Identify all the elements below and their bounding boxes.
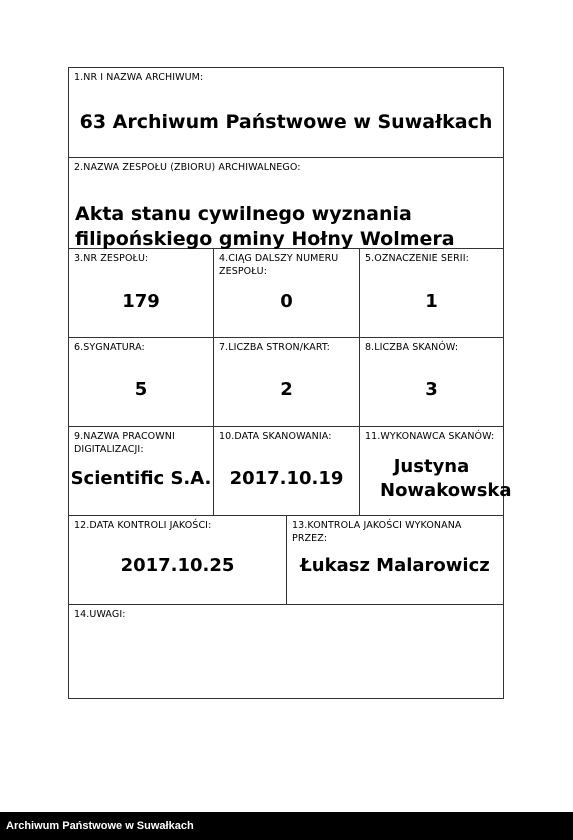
row-quality-control <box>69 516 503 605</box>
archive-label: 1.NR I NAZWA ARCHIWUM: <box>74 72 204 83</box>
lab-value: Scientific S.A. <box>70 468 212 489</box>
row-fonds-number <box>69 249 503 338</box>
scans-label: 8.LICZBA SKANÓW: <box>365 342 459 353</box>
cell-lab <box>69 427 214 515</box>
lab-label: 9.NAZWA PRACOWNI DIGITALIZACJI: <box>74 431 175 455</box>
qc-by-value: Łukasz Malarowicz <box>300 555 490 576</box>
cell-scanner <box>360 427 512 515</box>
footer-archive-name: Archiwum Państwowe w Suwałkach <box>6 820 194 832</box>
pages-value: 2 <box>280 379 293 400</box>
qc-by-label: 13.KONTROLA JAKOŚCI WYKONANA PRZEZ: <box>292 520 462 544</box>
scanner-label: 11.WYKONAWCA SKANÓW: <box>365 431 495 442</box>
fonds-name-value: Akta stanu cywilnego wyznania filipońskiego gminy Hołny Wolmera <box>75 203 455 250</box>
row-signature <box>69 338 503 427</box>
cell-scans <box>360 338 503 426</box>
series-label: 5.OZNACZENIE SERII: <box>365 253 469 264</box>
cell-series <box>360 249 503 337</box>
row-archive <box>69 68 503 158</box>
row-fonds-name <box>69 158 503 249</box>
cell-continuation <box>214 249 360 337</box>
series-value: 1 <box>425 291 438 312</box>
continuation-label: 4.CIĄG DALSZY NUMERU ZESPOŁU: <box>219 253 339 277</box>
footer-bar <box>0 812 573 840</box>
cell-qc-date <box>69 516 287 604</box>
scanner-value: Justyna Nowakowska <box>380 456 512 501</box>
fonds-name-label: 2.NAZWA ZESPOŁU (ZBIORU) ARCHIWALNEGO: <box>74 162 301 173</box>
cell-signature <box>69 338 214 426</box>
fonds-number-value: 179 <box>122 291 160 312</box>
row-remarks <box>69 605 503 698</box>
continuation-value: 0 <box>280 291 293 312</box>
qc-date-value: 2017.10.25 <box>120 555 235 576</box>
signature-value: 5 <box>134 379 148 400</box>
cell-archive <box>69 68 503 157</box>
signature-label: 6.SYGNATURA: <box>74 342 145 353</box>
cell-remarks <box>69 605 503 698</box>
cell-qc-by <box>287 516 503 604</box>
cell-scan-date <box>214 427 360 515</box>
archive-value: 63 Archiwum Państwowe w Suwałkach <box>79 111 493 133</box>
qc-date-label: 12.DATA KONTROLI JAKOŚCI: <box>74 520 212 531</box>
scan-date-label: 10.DATA SKANOWANIA: <box>219 431 332 442</box>
scans-value: 3 <box>425 379 438 400</box>
cell-pages <box>214 338 360 426</box>
cell-fonds-number <box>69 249 214 337</box>
cell-fonds-name <box>69 158 503 248</box>
scan-date-value: 2017.10.19 <box>229 468 344 489</box>
metadata-form <box>68 67 512 699</box>
remarks-label: 14.UWAGI: <box>74 609 126 620</box>
fonds-number-label: 3.NR ZESPOŁU: <box>74 253 149 264</box>
row-digitization <box>69 427 512 516</box>
pages-label: 7.LICZBA STRON/KART: <box>219 342 330 353</box>
